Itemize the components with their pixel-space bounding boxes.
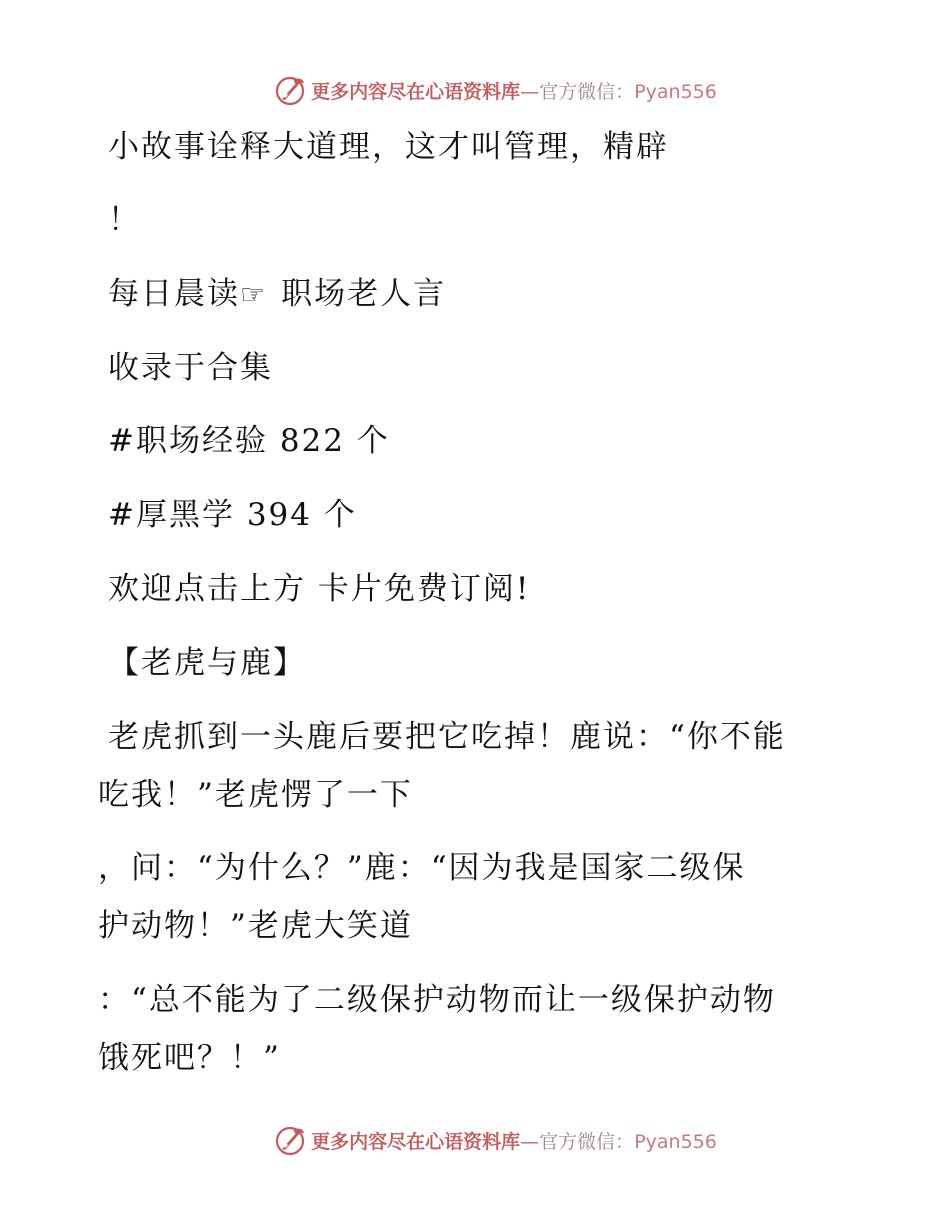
- watermark-official-label: 官方微信：: [539, 80, 635, 103]
- story-para-3-line-1: ：“总不能为了二级保护动物而让一级保护动物: [98, 982, 776, 1018]
- article-title-line-1: 小故事诠释大道理，这才叫管理，精辟: [108, 129, 669, 165]
- story-para-1-line-1: 老虎抓到一头鹿后要把它吃掉！鹿说：“你不能: [108, 719, 786, 755]
- story-para-3-line-2: 饿死吧？！”: [98, 1040, 281, 1076]
- watermark-wechat-id: Pyan556: [634, 1130, 717, 1153]
- story-title: 【老虎与鹿】: [108, 645, 306, 681]
- story-para-2-line-1: ，问：“为什么？”鹿：“因为我是国家二级保: [98, 850, 746, 886]
- footer-watermark-banner: [0, 1120, 950, 1160]
- series-prefix: 每日晨读: [108, 276, 240, 312]
- watermark-site-name: 更多内容尽在心语资料库: [311, 1130, 521, 1153]
- article-title-line-2: ！: [108, 202, 141, 238]
- watermark-official-label: 官方微信：: [539, 1130, 635, 1153]
- subscribe-prompt: 欢迎点击上方 卡片免费订阅!: [108, 571, 531, 607]
- tag-thick-black[interactable]: #厚黑学 394 个: [108, 497, 357, 533]
- feather-pen-circle-icon: [273, 73, 307, 107]
- story-para-2-line-2: 护动物！”老虎大笑道: [98, 908, 413, 944]
- watermark-dash: —: [520, 1130, 540, 1153]
- story-para-1-line-2: 吃我！”老虎愣了一下: [98, 777, 413, 813]
- watermark-site-name: 更多内容尽在心语资料库: [311, 80, 521, 103]
- tag-workplace-experience[interactable]: #职场经验 822 个: [108, 423, 390, 459]
- collection-label: 收录于合集: [108, 350, 273, 386]
- header-watermark-banner: [0, 70, 950, 110]
- watermark-wechat-id: Pyan556: [634, 80, 717, 103]
- watermark-dash: —: [520, 80, 540, 103]
- watermark-text: [311, 77, 717, 104]
- watermark-text: [311, 1127, 717, 1154]
- series-name: 职场老人言: [281, 276, 447, 312]
- pointing-hand-icon: ☞: [240, 278, 268, 311]
- feather-pen-circle-icon: [273, 1123, 307, 1157]
- series-line: [108, 274, 446, 315]
